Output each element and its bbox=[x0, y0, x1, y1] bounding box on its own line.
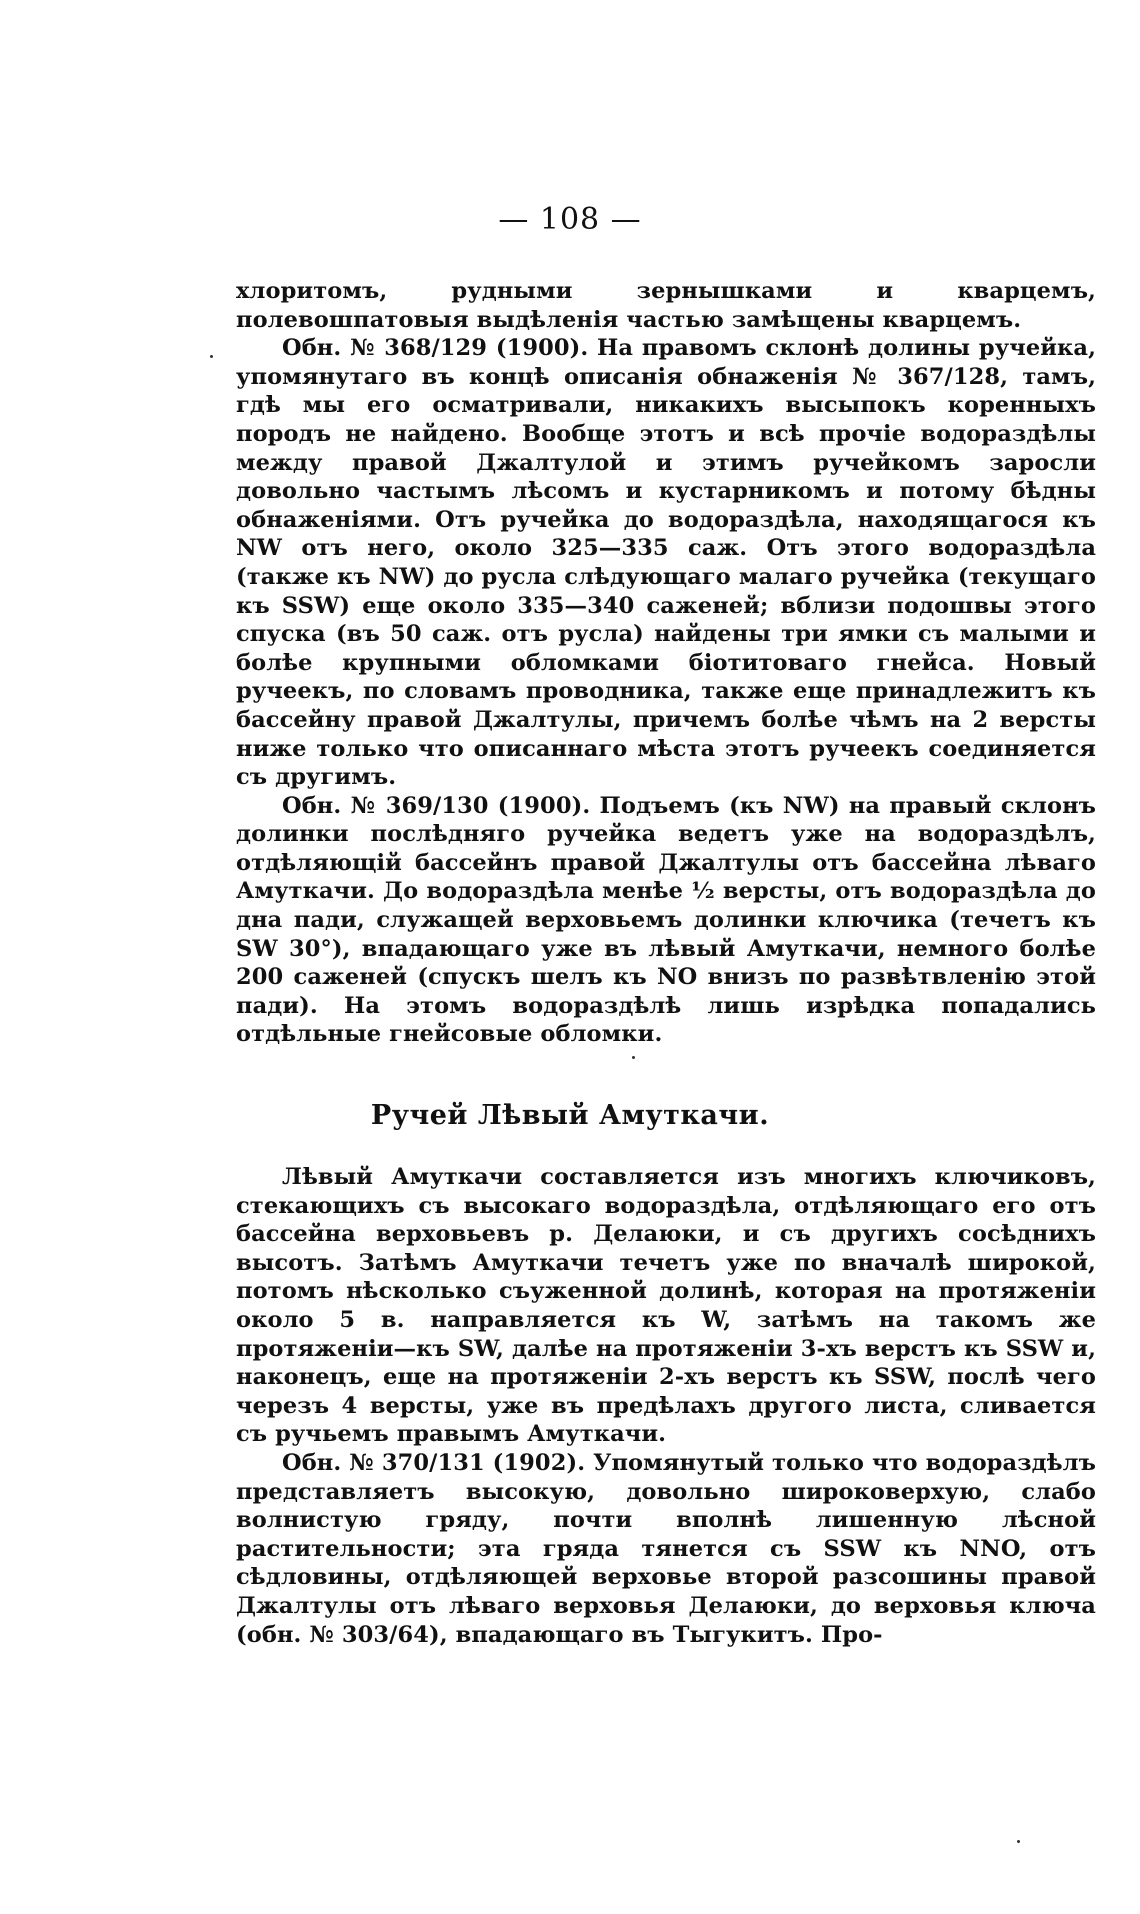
text-block-top bbox=[236, 277, 1096, 1049]
scan-speck bbox=[1017, 1840, 1020, 1843]
scan-speck bbox=[632, 1056, 635, 1059]
text-block-bottom bbox=[236, 1163, 1096, 1649]
paragraph-outcrop-368: Обн. № 368/129 (1900). На правомъ склонѣ долины ручейка, упомянутаго въ концѣ описанія обнаженія № 367/128, тамъ, гдѣ мы его осматривали, никакихъ высыпокъ коренныхъ породъ не найдено. Вообще этотъ и всѣ прочіе водораздѣлы между правой Джалтулой и этимъ ручейкомъ заросли довольно частымъ лѣсомъ и кустарникомъ и потому бѣдны обнаженіями. Отъ ручейка до водораздѣла, находящагося къ NW отъ него, около 325—335 саж. Отъ этого водораздѣла (также къ NW) до русла слѣдующаго малаго ручейка (текущаго къ SSW) еще около 335—340 саженей; вблизи подошвы этого спуска (въ 50 саж. отъ русла) найдены три ямки съ малыми и болѣе крупными обломками біотитоваго гнейса. Новый ручеекъ, по словамъ проводника, также еще принадлежитъ къ бассейну правой Джалтулы, причемъ болѣе чѣмъ на 2 версты ниже только что описаннаго мѣста этотъ ручеекъ соединяется съ другимъ. bbox=[236, 335, 1096, 791]
paragraph-river-description: Лѣвый Амуткачи составляется изъ многихъ ключиковъ, стекающихъ съ высокаго водораздѣла, отдѣляющаго его отъ бассейна верховьевъ р. Делаюки, и съ другихъ сосѣднихъ высотъ. Затѣмъ Амуткачи течетъ уже по вначалѣ широкой, потомъ нѣсколько съуженной долинѣ, которая на протяженіи около 5 в. направляется къ W, затѣмъ на такомъ же протяженіи—къ SW, далѣе на протяженіи 3-хъ верстъ къ SSW и, наконецъ, еще на протяженіи 2-хъ верстъ къ SSW, послѣ чего черезъ 4 версты, уже въ предѣлахъ другого листа, сливается съ ручьемъ правымъ Амуткачи. bbox=[236, 1164, 1096, 1448]
paragraph-outcrop-369: Обн. № 369/130 (1900). Подъемъ (къ NW) на правый склонъ долинки послѣдняго ручейка ведетъ уже на водораздѣлъ, отдѣляющій бассейнъ правой Джалтулы отъ бассейна лѣваго Амуткачи. До водораздѣла менѣе ½ версты, отъ водораздѣла до дна пади, служащей верховьемъ долинки ключика (течетъ къ SW 30°), впадающаго уже въ лѣвый Амуткачи, немного болѣе 200 саженей (спускъ шелъ къ NO внизъ по развѣтвленію этой пади). На этомъ водораздѣлѣ лишь изрѣдка попадались отдѣльные гнейсовые обломки. bbox=[236, 792, 1096, 1048]
scan-speck bbox=[210, 355, 213, 358]
paragraph-outcrop-370: Обн. № 370/131 (1902). Упомянутый только что водораздѣлъ представляетъ высокую, довольно широковерхую, слабо волнистую гряду, почти вполнѣ лишенную лѣсной растительности; эта гряда тянется съ SSW къ NNO, отъ сѣдловины, отдѣляющей верховье второй разсошины правой Джалтулы отъ лѣваго верховья Делаюки, до верховья ключа (обн. № 303/64), впадающаго въ Тыгукитъ. Про- bbox=[236, 1449, 1096, 1648]
section-heading: Ручей Лѣвый Амуткачи. bbox=[370, 1100, 770, 1131]
paragraph: хлоритомъ, рудными зернышками и кварцемъ, полевошпатовыя выдѣленія частью замѣщены кварцемъ. bbox=[236, 278, 1096, 333]
page-number: — 108 — bbox=[498, 202, 642, 237]
